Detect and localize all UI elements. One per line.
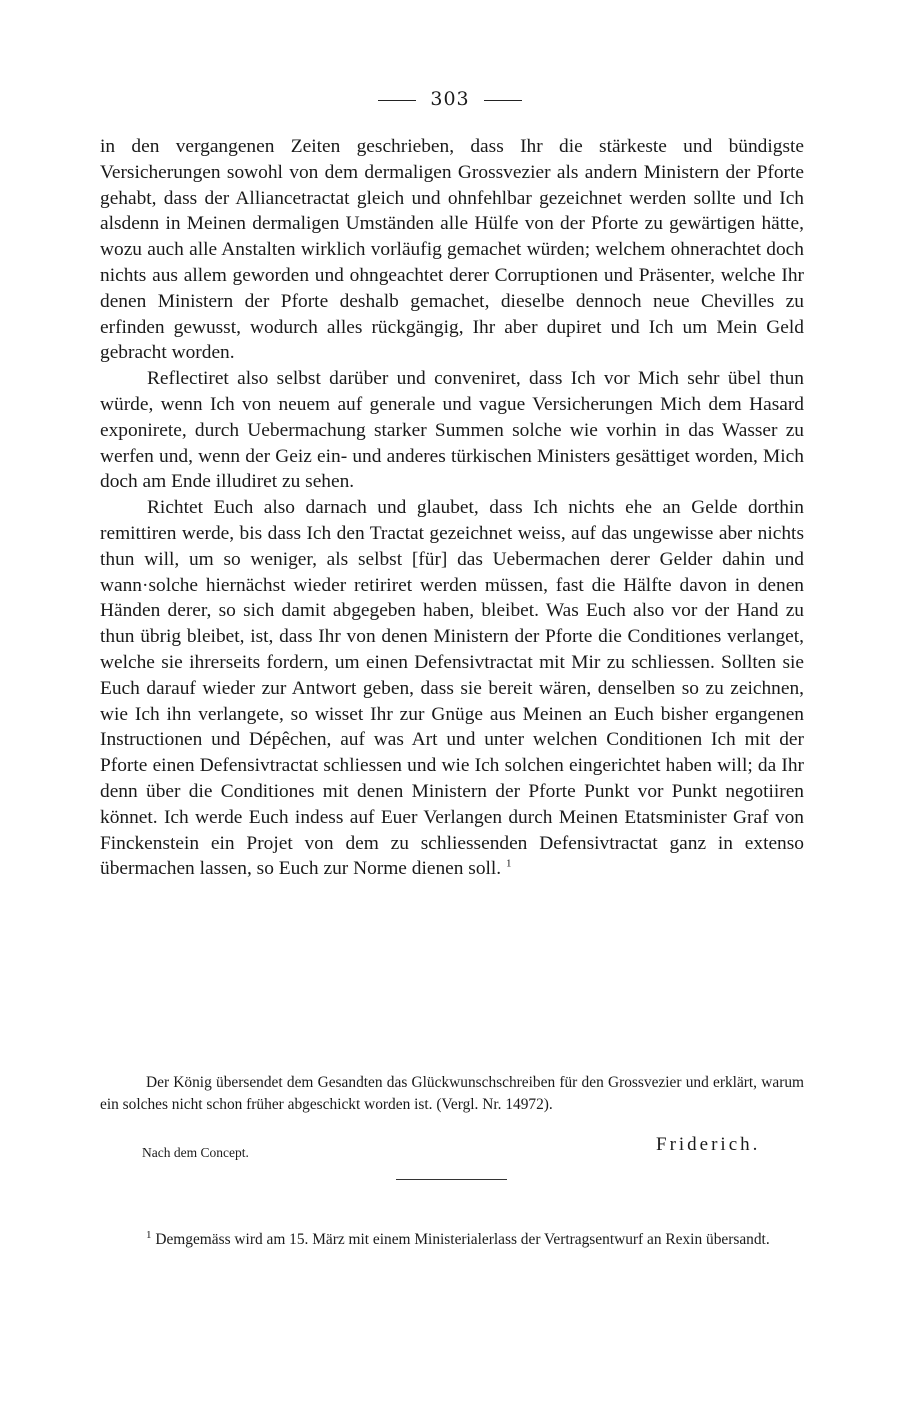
source-note: Nach dem Concept.: [142, 1145, 249, 1160]
paragraph-2: Reflectiret also selbst darüber und conveniret, dass Ich vor Mich sehr übel thun würde, wenn Ich von neuem auf generale und vague Versicherungen Mich dem Hasard exponirete, durch Uebermachung starker Summen solche wie vorhin in das Wasser zu werfen und, wenn der Geiz ein- und anderes türkischen Ministers gesättiget worden, Mich doch am Ende illudiret zu sehen.: [100, 368, 804, 493]
header-rule-right: [484, 100, 522, 101]
paragraph-3: [100, 495, 804, 882]
page-number: 303: [430, 88, 470, 110]
footnote: [100, 1229, 804, 1251]
editorial-summary: Der König übersendet dem Gesandten das Glückwunschschreiben für den Grossvezier und erklärt, warum ein solches nicht schon früher abgeschickt worden ist. (Vergl. Nr. 14972).: [100, 1074, 804, 1113]
signature: Friderich.: [656, 1134, 761, 1155]
footnote-reference: 1: [506, 857, 512, 870]
page-header: [0, 88, 900, 110]
letter-body: [100, 134, 804, 882]
footnote-text: Demgemäss wird am 15. März mit einem Ministerialerlass der Vertragsentwurf an Rexin übersandt.: [155, 1231, 770, 1248]
paragraph-3-text: Richtet Euch also darnach und glaubet, dass Ich nichts ehe an Gelde dorthin remittiren werde, bis dass Ich den Tractat gezeichnet weiss, auf das ungewisse aber nichts thun will, um so weniger, als selbst [für] das Uebermachen derer Gelder dahin und wann·solche hiernächst wieder retiriret werden müssen, fast die Hälfte davon in denen Händen derer, so sich damit abgegeben haben, bleibet. Was Euch also vor der Hand zu thun übrig bleibet, ist, dass Ihr von denen Ministern der Pforte die Conditiones verlanget, welche sie ihrerseits fordern, um einen Defensivtractat mit Mir zu schliessen. Sollten sie Euch darauf wieder zur Antwort geben, dass sie bereit wären, denselben so zu zeichnen, wie Ich ihn verlangete, so wisset Ihr zur Gnüge aus Meinen an Euch bisher ergangenen Instructionen und Dépêchen, auf was Art und unter welchen Conditionen Ich mit der Pforte einen Defensivtractat schliessen und wie Ich solchen eingerichtet haben will; da Ihr denn über die Conditiones mit denen Ministern der Pforte Punkt vor Punkt negotiiren könnet. Ich werde Euch indess auf Euer Verlangen durch Meinen Etatsminister Graf von Finckenstein ein Projet von dem zu schliessenden Defensivtractat ganz in extenso übermachen lassen, so Euch zur Norme dienen soll.: [100, 497, 804, 880]
footnote-divider: [396, 1179, 507, 1180]
header-rule-left: [378, 100, 416, 101]
footnote-marker: 1: [146, 1228, 152, 1241]
paragraph-1: in den vergangenen Zeiten geschrieben, dass Ihr die stärkeste und bündigste Versicherungen sowohl von dem dermaligen Grossvezier als andern Ministern der Pforte gehabt, dass der Alliancetractat gleich und ohnfehlbar gezeichnet werden sollte und Ich alsdenn in Meinen dermaligen Umständen alle Hülfe von der Pforte zu gewärtigen hätte, wozu auch alle Anstalten wirklich vorläufig gemachet würden; welchem ohnerachtet doch nichts aus allem geworden und ohngeachtet derer Corruptionen und Präsenter, welche Ihr denen Ministern der Pforte deshalb gemachet, dieselbe dennoch neue Chevilles zu erfinden gewusst, wodurch alles rückgängig, Ihr aber dupiret und Ich um Mein Geld gebracht worden.: [100, 136, 804, 364]
